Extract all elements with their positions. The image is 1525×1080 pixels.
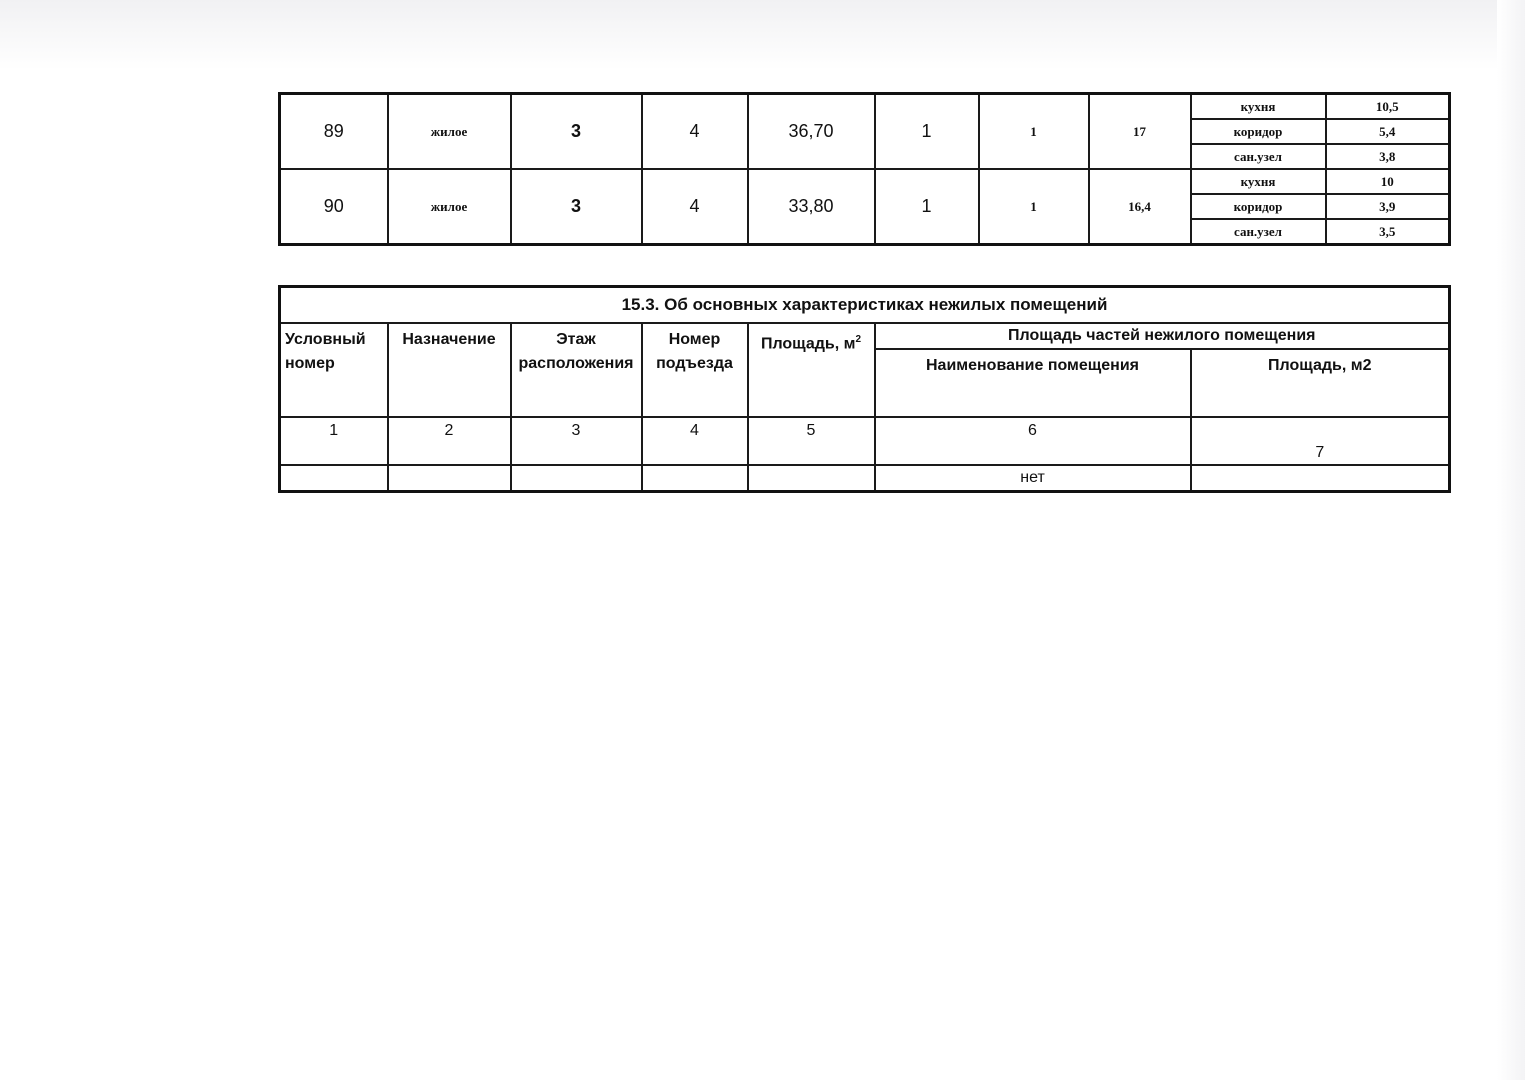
title-row	[280, 287, 1450, 324]
apartment-living-area: 17	[1089, 94, 1191, 170]
part-name: коридор	[1191, 119, 1326, 144]
empty-cell	[1191, 465, 1450, 492]
empty-cell	[511, 465, 642, 492]
part-name: кухня	[1191, 169, 1326, 194]
part-area: 3,9	[1326, 194, 1450, 219]
header-entrance-line1: Номер	[668, 331, 721, 348]
apartment-purpose: жилое	[388, 94, 511, 170]
apartment-area: 33,80	[748, 169, 875, 245]
header-floor	[511, 323, 642, 417]
column-number: 1	[280, 417, 388, 465]
header-part-area: Площадь, м2	[1191, 349, 1450, 417]
apartment-floor: 3	[511, 169, 642, 245]
empty-cell	[642, 465, 748, 492]
apartment-number: 90	[280, 169, 388, 245]
column-number: 2	[388, 417, 511, 465]
part-name: коридор	[1191, 194, 1326, 219]
apartment-living-area: 16,4	[1089, 169, 1191, 245]
header-conditional-number-line2: номер	[285, 355, 335, 372]
part-name-value: нет	[875, 465, 1191, 492]
header-area	[748, 323, 875, 417]
apartment-col7: 1	[979, 94, 1089, 170]
part-area: 5,4	[1326, 119, 1450, 144]
apartment-entrance: 4	[642, 94, 748, 170]
part-name: кухня	[1191, 94, 1326, 120]
column-number-row	[280, 417, 1450, 465]
section-title: 15.3. Об основных характеристиках нежилых помещений	[280, 287, 1450, 324]
header-parts-area: Площадь частей нежилого помещения	[875, 323, 1450, 349]
header-row	[280, 323, 1450, 349]
header-conditional-number	[280, 323, 388, 417]
apartment-row	[280, 169, 1450, 194]
scan-shading	[0, 0, 1525, 70]
apartment-area: 36,70	[748, 94, 875, 170]
apartment-entrance: 4	[642, 169, 748, 245]
part-area: 3,8	[1326, 144, 1450, 169]
header-floor-line2: расположения	[518, 355, 634, 372]
apartment-row	[280, 94, 1450, 120]
part-name: сан.узел	[1191, 144, 1326, 169]
header-floor-line1: Этаж	[556, 331, 596, 348]
column-number: 7	[1191, 417, 1450, 465]
apartment-col7: 1	[979, 169, 1089, 245]
scan-edge	[1497, 0, 1525, 1080]
part-area: 10,5	[1326, 94, 1450, 120]
empty-cell	[280, 465, 388, 492]
apartment-number: 89	[280, 94, 388, 170]
column-number: 4	[642, 417, 748, 465]
column-number: 3	[511, 417, 642, 465]
nonresidential-table	[278, 285, 1451, 493]
data-row	[280, 465, 1450, 492]
part-name: сан.узел	[1191, 219, 1326, 245]
apartment-rooms: 1	[875, 169, 979, 245]
header-entrance-line2: подъезда	[656, 355, 733, 372]
apartment-floor: 3	[511, 94, 642, 170]
apartment-purpose: жилое	[388, 169, 511, 245]
part-area: 3,5	[1326, 219, 1450, 245]
header-conditional-number-line1: Условный	[285, 331, 366, 348]
apartment-rooms: 1	[875, 94, 979, 170]
header-purpose: Назначение	[388, 323, 511, 417]
empty-cell	[388, 465, 511, 492]
empty-cell	[748, 465, 875, 492]
header-part-name: Наименование помещения	[875, 349, 1191, 417]
header-entrance	[642, 323, 748, 417]
column-number: 5	[748, 417, 875, 465]
column-number: 6	[875, 417, 1191, 465]
header-area-superscript: 2	[855, 334, 862, 345]
part-area: 10	[1326, 169, 1450, 194]
apartments-table	[278, 92, 1451, 246]
header-area-label: Площадь, м	[760, 335, 856, 353]
